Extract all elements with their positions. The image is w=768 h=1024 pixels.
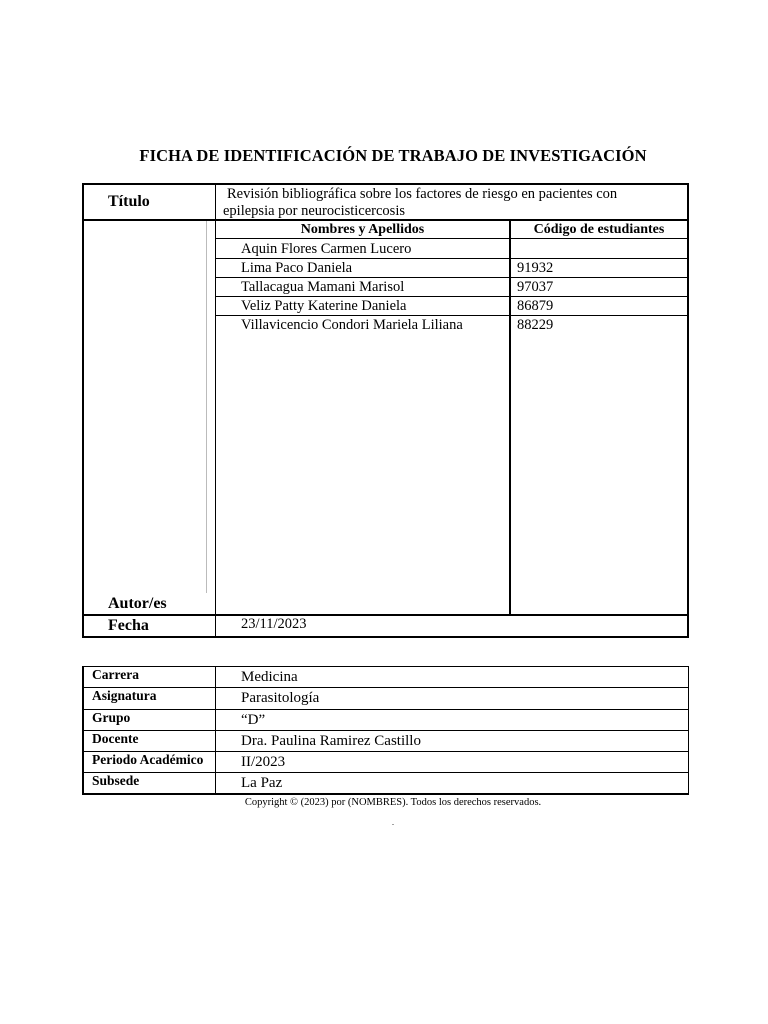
copyright-notice: Copyright © (2023) por (NOMBRES). Todos los derechos reservados.: [244, 797, 542, 808]
table-border-top: [82, 666, 689, 667]
author-name: Aquin Flores Carmen Lucero: [241, 241, 412, 257]
names-column-header: Nombres y Apellidos: [300, 222, 425, 237]
author-name: Veliz Patty Katerine Daniela: [241, 298, 407, 314]
author-code: 88229: [517, 317, 554, 333]
course-info-table: [82, 666, 689, 795]
fecha-value: 23/11/2023: [241, 616, 307, 632]
table-border-left: [82, 183, 84, 638]
stray-dot: .: [392, 818, 394, 827]
fecha-label: Fecha: [108, 617, 149, 634]
authors-label: Autor/es: [108, 595, 167, 612]
author-code: 97037: [517, 279, 554, 295]
periodo-value: II/2023: [241, 754, 286, 770]
carrera-value: Medicina: [241, 669, 298, 685]
author-code: 91932: [517, 260, 554, 276]
docente-value: Dra. Paulina Ramirez Castillo: [241, 733, 421, 749]
label-column-divider: [215, 183, 216, 638]
carrera-label: Carrera: [92, 667, 139, 682]
row-divider: [82, 730, 689, 731]
code-column-divider: [509, 221, 511, 614]
row-divider: [82, 772, 689, 773]
table-border-bottom: [82, 636, 689, 638]
table-border-right: [687, 183, 689, 638]
document-title: FICHA DE IDENTIFICACIÓN DE TRABAJO DE INVESTIGACIÓN: [139, 146, 647, 165]
row-divider: [82, 687, 689, 688]
titulo-label: Título: [108, 193, 150, 210]
fecha-row-divider: [82, 614, 689, 616]
titulo-value-line1: Revisión bibliográfica sobre los factores de riesgo en pacientes con: [227, 186, 618, 202]
asignatura-label: Asignatura: [92, 688, 157, 703]
grupo-value: “D”: [241, 712, 266, 728]
docente-label: Docente: [92, 731, 139, 746]
periodo-label: Periodo Académico: [92, 752, 204, 767]
subsede-value: La Paz: [241, 775, 283, 791]
codes-column-header: Código de estudiantes: [533, 222, 665, 237]
author-name: Lima Paco Daniela: [241, 260, 353, 276]
asignatura-value: Parasitología: [241, 690, 320, 706]
label-column-shadow: [206, 221, 207, 593]
grupo-label: Grupo: [92, 710, 131, 725]
author-name: Villavicencio Condori Mariela Liliana: [241, 317, 463, 333]
subsede-label: Subsede: [92, 773, 140, 788]
table-border-bottom: [82, 793, 689, 795]
identification-table: [82, 183, 689, 638]
author-code: 86879: [517, 298, 554, 314]
author-name: Tallacagua Mamani Marisol: [241, 279, 405, 295]
row-divider: [82, 709, 689, 710]
titulo-value-line2: epilepsia por neurocisticercosis: [223, 203, 405, 219]
